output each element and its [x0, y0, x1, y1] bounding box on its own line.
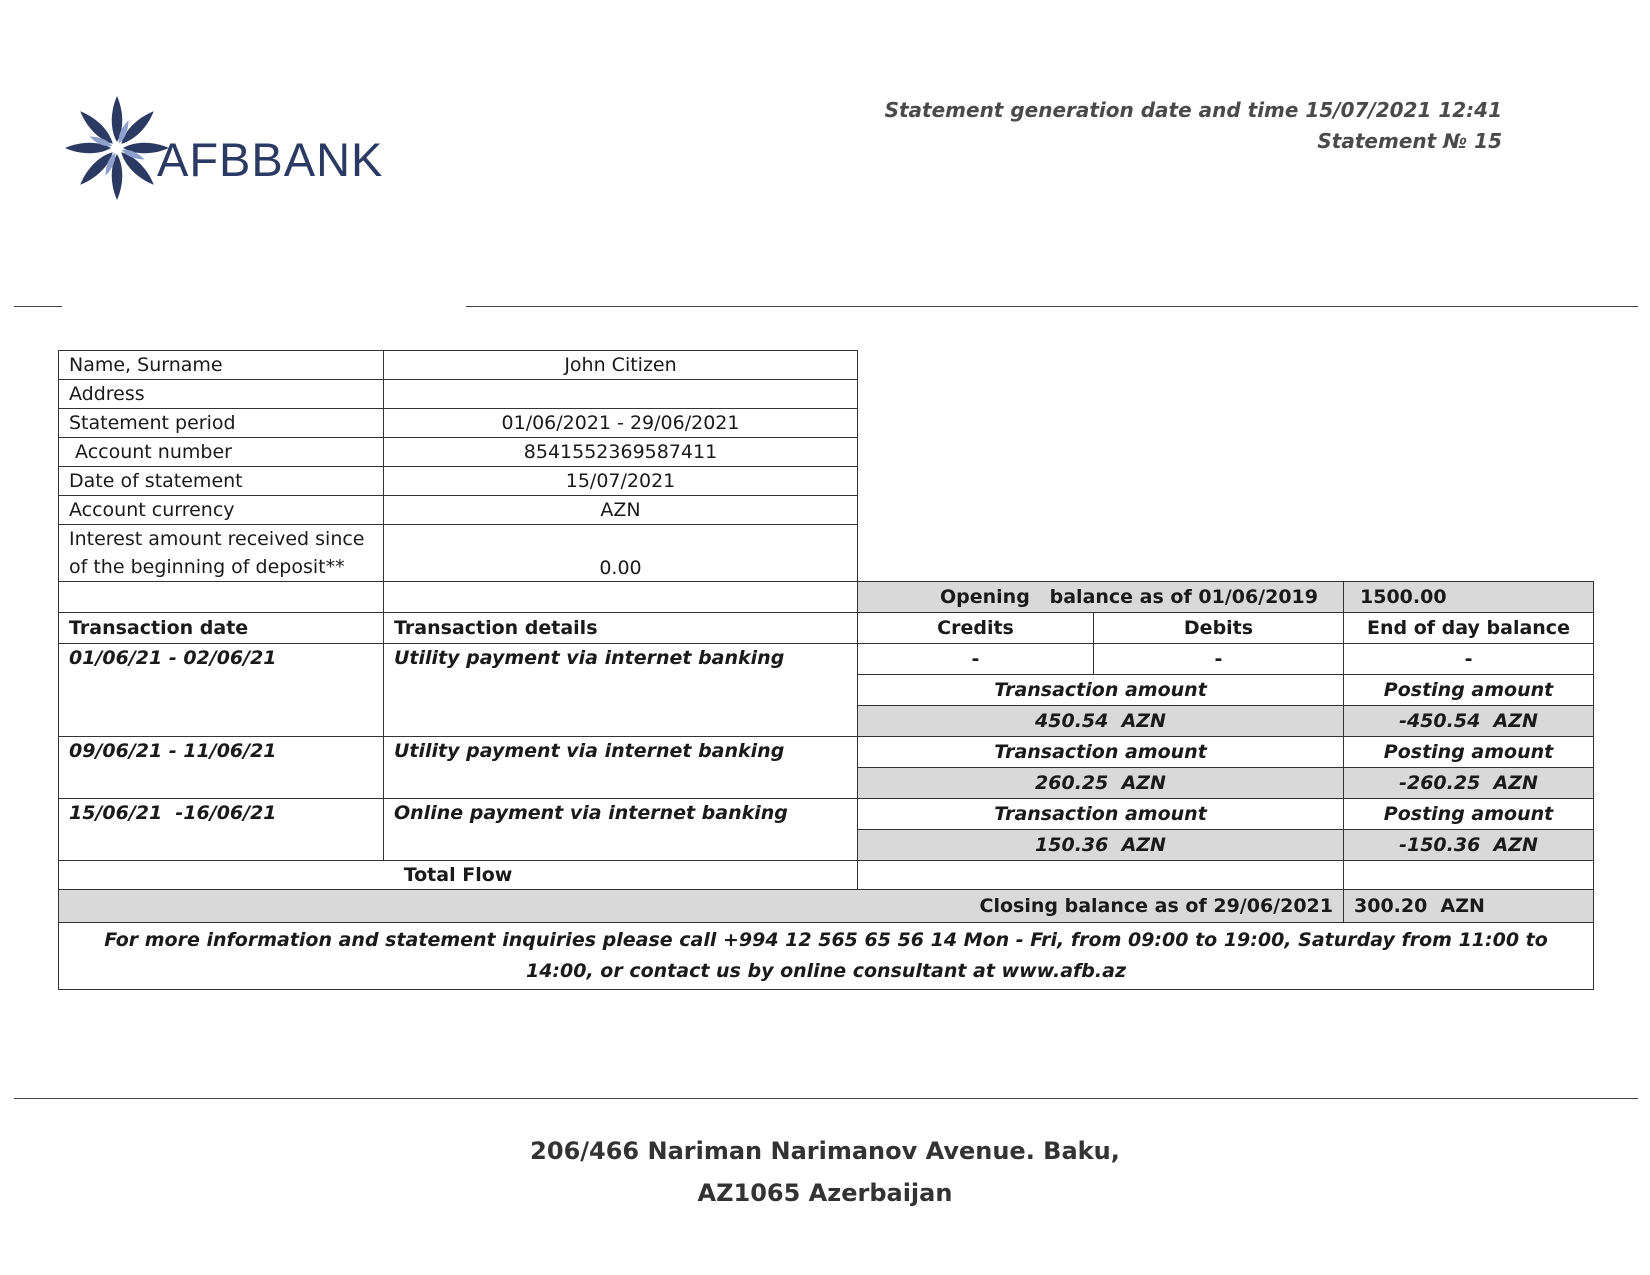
column-header-row [59, 613, 1594, 644]
footer-note: For more information and statement inquiries please call +994 12 565 65 56 14 Mon - Fri, from 09:00 to 19:00, Saturday from 11:00 to 14:00, or contact us by online consultant at www.afb.az [59, 923, 1594, 990]
posting-amount-label: Posting amount [1344, 675, 1594, 706]
statement-generation-info [885, 95, 1502, 157]
info-label: Interest amount received since of the beginning of deposit** [59, 525, 384, 582]
posting-amount: -150.36 AZN [1344, 830, 1594, 861]
col-header-debits: Debits [1094, 613, 1344, 644]
opening-balance-value: 1500.00 [1344, 582, 1594, 613]
info-value: 0.00 [384, 525, 858, 582]
transaction-amount-label: Transaction amount [858, 675, 1344, 706]
posting-amount: -260.25 AZN [1344, 768, 1594, 799]
bank-address [0, 1130, 1650, 1214]
transaction-amount-label: Transaction amount [858, 799, 1344, 830]
transaction-row [59, 799, 1594, 830]
bank-logo [62, 92, 482, 204]
closing-balance-label: Closing balance as of 29/06/2021 [59, 890, 1344, 923]
info-label: Name, Surname [59, 351, 384, 380]
opening-balance-row [59, 582, 1594, 613]
transaction-details: Utility payment via internet banking [384, 644, 858, 737]
transaction-amount: 260.25 AZN [858, 768, 1344, 799]
closing-balance-row [59, 890, 1594, 923]
eod-placeholder: - [1344, 644, 1594, 675]
info-row-address [59, 380, 1594, 409]
bank-name: AFBBANK [157, 133, 384, 186]
footer-note-row [59, 923, 1594, 990]
info-row-date [59, 467, 1594, 496]
info-value: 8541552369587411 [384, 438, 858, 467]
posting-amount-label: Posting amount [1344, 737, 1594, 768]
info-label: Account number [59, 438, 384, 467]
divider-top [466, 306, 1638, 307]
transaction-date: 01/06/21 - 02/06/21 [59, 644, 384, 737]
divider-left-stub [14, 306, 62, 307]
col-header-eod-balance: End of day balance [1344, 613, 1594, 644]
transaction-date: 09/06/21 - 11/06/21 [59, 737, 384, 799]
info-value: AZN [384, 496, 858, 525]
closing-balance-value: 300.20 AZN [1344, 890, 1594, 923]
info-row-currency [59, 496, 1594, 525]
info-value: 15/07/2021 [384, 467, 858, 496]
generation-date: Statement generation date and time 15/07/2021 12:41 [884, 98, 1502, 122]
transaction-amount-label: Transaction amount [858, 737, 1344, 768]
transaction-details: Online payment via internet banking [384, 799, 858, 861]
info-row-name [59, 351, 1594, 380]
col-header-details: Transaction details [384, 613, 858, 644]
info-label: Address [59, 380, 384, 409]
address-line-2: AZ1065 Azerbaijan [697, 1179, 953, 1207]
transaction-date: 15/06/21 -16/06/21 [59, 799, 384, 861]
statement-table [58, 350, 1594, 990]
address-line-1: 206/466 Nariman Narimanov Avenue. Baku, [530, 1137, 1120, 1165]
statement-number: Statement № 15 [1317, 129, 1502, 153]
info-label: Date of statement [59, 467, 384, 496]
star-flower-icon [62, 92, 172, 204]
posting-amount: -450.54 AZN [1344, 706, 1594, 737]
info-value [384, 380, 858, 409]
divider-bottom [14, 1098, 1638, 1099]
col-header-date: Transaction date [59, 613, 384, 644]
info-value: John Citizen [384, 351, 858, 380]
posting-amount-label: Posting amount [1344, 799, 1594, 830]
opening-balance-label: Opening balance as of 01/06/2019 [858, 582, 1344, 613]
transaction-amount: 150.36 AZN [858, 830, 1344, 861]
transaction-row [59, 737, 1594, 768]
transaction-row [59, 644, 1594, 675]
info-label: Statement period [59, 409, 384, 438]
info-value: 01/06/2021 - 29/06/2021 [384, 409, 858, 438]
transaction-amount: 450.54 AZN [858, 706, 1344, 737]
total-flow-label: Total Flow [59, 861, 858, 890]
transaction-details: Utility payment via internet banking [384, 737, 858, 799]
info-row-account [59, 438, 1594, 467]
total-flow-row [59, 861, 1594, 890]
info-row-interest [59, 525, 1594, 582]
info-row-period [59, 409, 1594, 438]
col-header-credits: Credits [858, 613, 1094, 644]
info-label: Account currency [59, 496, 384, 525]
debits-placeholder: - [1094, 644, 1344, 675]
credits-placeholder: - [858, 644, 1094, 675]
